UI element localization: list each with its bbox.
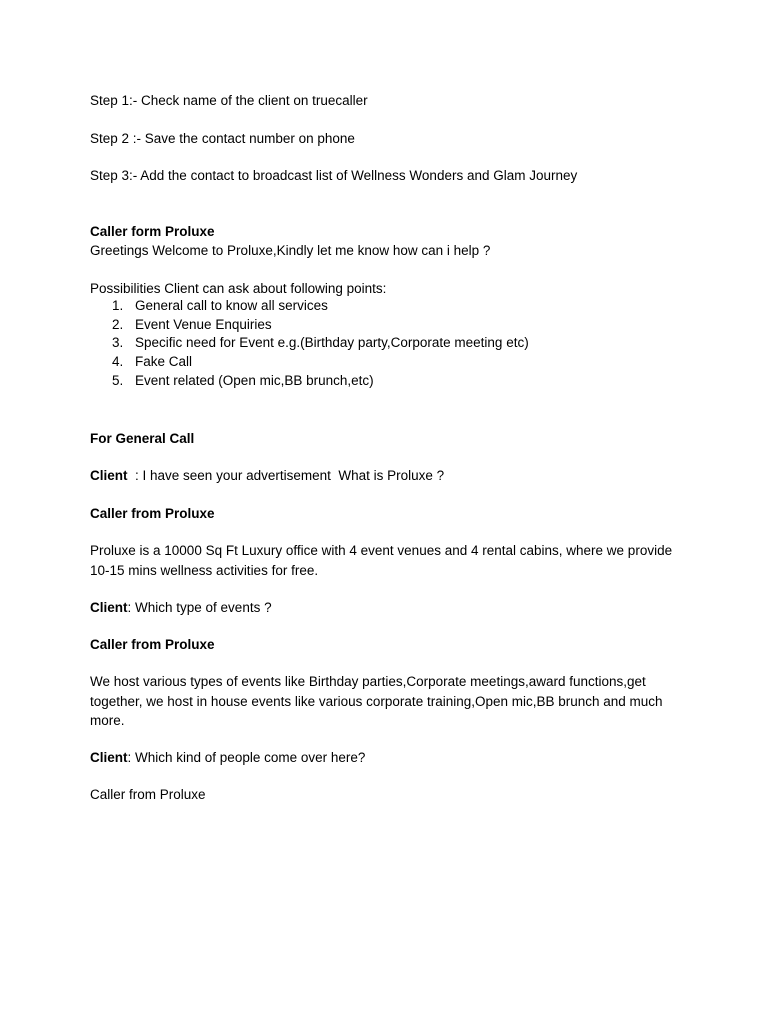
client-question-1 xyxy=(90,466,444,485)
list-item xyxy=(90,372,529,391)
step-2: Step 2 :- Save the contact number on phone xyxy=(90,131,355,146)
list-item xyxy=(90,316,529,335)
question-text: : I have seen your advertisement What is Proluxe ? xyxy=(127,468,445,483)
step-3: Step 3:- Add the contact to broadcast list of Wellness Wonders and Glam Journey xyxy=(90,168,578,183)
caller-answer-2-speaker: Caller from Proluxe xyxy=(90,637,215,652)
caller-form-heading: Caller form Proluxe xyxy=(90,224,215,239)
list-number: 3. xyxy=(112,335,124,351)
list-number: 2. xyxy=(112,316,124,332)
caller-answer-3-speaker: Caller from Proluxe xyxy=(90,787,206,802)
list-text: Fake Call xyxy=(135,354,193,370)
speaker-label: Client xyxy=(90,468,128,483)
caller-answer-1-text: Proluxe is a 10000 Sq Ft Luxury office with 4 event venues and 4 rental cabins, where we provide 10-15 mins wellness activities for free. xyxy=(90,543,673,578)
list-number: 5. xyxy=(112,372,124,388)
step-1: Step 1:- Check name of the client on truecaller xyxy=(90,93,368,108)
general-call-heading: For General Call xyxy=(90,431,195,446)
list-item xyxy=(90,353,529,372)
question-text: : Which kind of people come over here? xyxy=(127,750,366,765)
list-item xyxy=(90,297,529,316)
list-text: Event Venue Enquiries xyxy=(135,316,272,332)
question-text: : Which type of events ? xyxy=(127,600,272,615)
list-text: Event related (Open mic,BB brunch,etc) xyxy=(135,372,374,388)
list-text: General call to know all services xyxy=(135,298,328,313)
speaker-label: Client xyxy=(90,750,128,765)
greeting-text: Greetings Welcome to Proluxe,Kindly let me know how can i help ? xyxy=(90,243,491,258)
caller-answer-1-speaker: Caller from Proluxe xyxy=(90,506,215,521)
caller-answer-2-text: We host various types of events like Birthday parties,Corporate meetings,award functions,get together, we host in house events like various corporate training,Open mic,BB brunch and much more. xyxy=(90,674,663,728)
list-item xyxy=(90,334,529,353)
client-question-3 xyxy=(90,748,365,767)
speaker-label: Client xyxy=(90,600,128,615)
list-number: 4. xyxy=(112,354,124,370)
possibilities-list xyxy=(90,297,529,391)
list-text: Specific need for Event e.g.(Birthday party,Corporate meeting etc) xyxy=(135,335,529,351)
possibilities-intro: Possibilities Client can ask about following points: xyxy=(90,281,387,296)
list-number: 1. xyxy=(112,298,124,313)
client-question-2 xyxy=(90,598,272,617)
